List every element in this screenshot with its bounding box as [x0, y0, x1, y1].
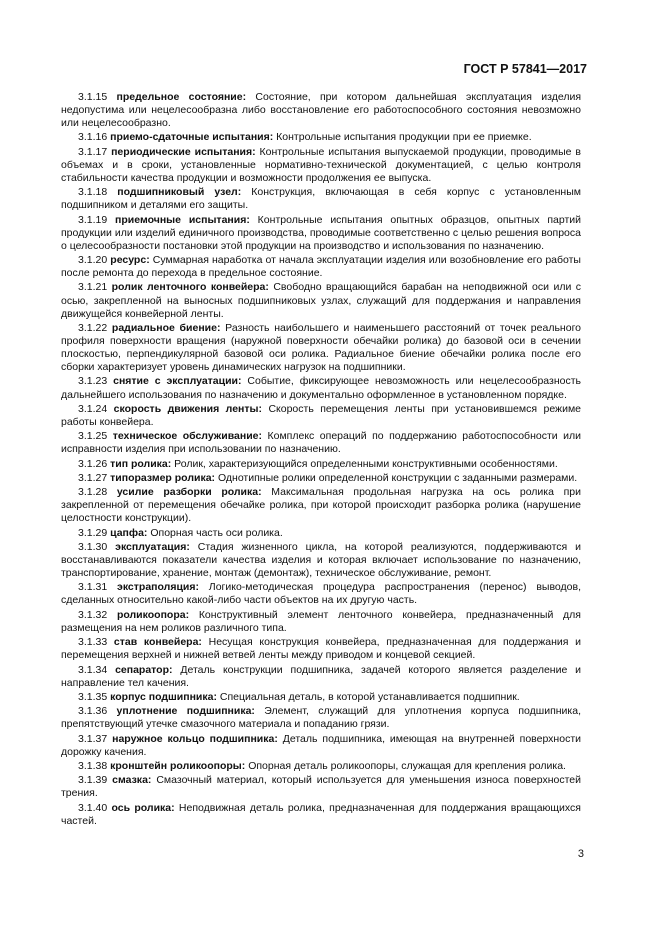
definition-number: 3.1.21	[78, 281, 108, 294]
definition-term: подшипниковый узел:	[117, 186, 242, 199]
definition-item	[61, 609, 581, 635]
definition-term: сепаратор:	[115, 663, 173, 676]
definition-number: 3.1.35	[78, 690, 108, 703]
definition-text: Ролик, характеризующийся определенными конструктивными особенностями.	[171, 457, 558, 470]
definition-text: Контрольные испытания опытных образцов, опытных партий продукции или изделий единичного производства, проводимые соответственно с целью решения вопроса о целесообразности постановки этой продукции на производство и использования по назначению.	[61, 213, 581, 252]
definitions-list	[61, 91, 581, 829]
definition-text: Опорная часть оси ролика.	[147, 526, 283, 539]
definition-text: Свободно вращающийся барабан на неподвижной оси или с осью, закрепленной на выносных подшипниковых узлах, служащий для поддержания и направления движущейся конвейерной ленты.	[61, 281, 581, 320]
definition-item	[61, 403, 581, 429]
definition-term: смазка:	[112, 774, 152, 787]
definition-term: приемочные испытания:	[115, 213, 250, 226]
definition-term: снятие с эксплуатации:	[113, 375, 242, 388]
page-number: 3	[577, 848, 584, 860]
definition-item	[61, 705, 581, 731]
definition-item	[61, 760, 581, 773]
definition-text: Логико-методическая процедура распространения (перенос) выводов, сделанных относительно какой-либо части объектов на их другую часть.	[61, 581, 581, 607]
definition-number: 3.1.37	[78, 732, 108, 745]
definition-item	[61, 636, 581, 662]
definition-number: 3.1.23	[78, 375, 108, 388]
definition-term: эксплуатация:	[115, 540, 190, 553]
definition-term: приемо-сдаточные испытания:	[110, 131, 274, 144]
definition-item	[61, 527, 581, 540]
definition-number: 3.1.29	[78, 526, 108, 539]
definition-term: усилие разборки ролика:	[116, 486, 262, 499]
definition-text: Конструктивный элемент ленточного конвейера, предназначенный для размещения на нем роликов различного типа.	[61, 608, 581, 634]
definition-item	[61, 581, 581, 607]
definition-term: ролик ленточного конвейера:	[111, 281, 269, 294]
document-header: ГОСТ Р 57841—2017	[463, 62, 587, 76]
definition-item	[61, 486, 581, 525]
definition-number: 3.1.24	[78, 402, 108, 415]
definition-text: Разность наибольшего и наименьшего расстояний от точек реального профиля поверхности вращения (наружной поверхности обечайки ролика) до базовой оси в сечении плоскостью, перпендикулярной базовой оси ролика. Радиальное биение обечайки ролика после его сборки характеризует уровень динамических нагрузок на подшипники.	[61, 321, 582, 374]
definition-text: Контрольные испытания выпускаемой продукции, проводимые в объемах и в сроки, установленные нормативно-технической документацией, с целью контроля стабильности качества продукции и возможности продолжения ее выпуска.	[61, 145, 581, 184]
definition-item	[61, 131, 581, 144]
definition-term: типоразмер ролика:	[110, 471, 216, 484]
definition-item	[61, 146, 581, 185]
definition-number: 3.1.31	[78, 581, 108, 594]
definition-number: 3.1.36	[78, 705, 108, 718]
definition-term: цапфа:	[110, 526, 148, 539]
definition-item	[61, 664, 581, 690]
definition-item	[61, 254, 581, 280]
definition-item	[61, 281, 581, 320]
definition-text: Событие, фиксирующее невозможность или нецелесообразность дальнейшего использования по назначению и документально оформленное в установленном порядке.	[61, 375, 581, 401]
definition-text: Несущая конструкция конвейера, предназначенная для поддержания и перемещения верхней и нижней ветвей ленты между приводом и концевой секцией.	[61, 636, 581, 662]
definition-number: 3.1.22	[78, 321, 108, 334]
definition-text: Стадия жизненного цикла, на которой реализуются, поддерживаются и восстанавливаются показатели качества изделия и которая включает использование по назначению, транспортирование, хранение, монтаж (демонтаж), техническое обслуживание, ремонт.	[61, 540, 581, 580]
definition-number: 3.1.16	[78, 131, 108, 144]
definition-text: Комплекс операций по поддержанию работоспособности или исправности изделия при использовании по назначению.	[61, 430, 581, 456]
definition-term: предельное состояние:	[116, 91, 247, 103]
definition-text: Неподвижная деталь ролика, предназначенная для поддержания вращающихся частей.	[61, 801, 581, 827]
definition-text: Контрольные испытания продукции при ее приемке.	[273, 131, 532, 144]
definition-item	[61, 691, 581, 704]
definition-item	[61, 91, 581, 130]
definition-item	[61, 774, 581, 800]
definition-number: 3.1.32	[78, 608, 108, 621]
definition-number: 3.1.38	[78, 759, 108, 772]
definition-number: 3.1.28	[78, 486, 108, 499]
definition-text: Специальная деталь, в которой устанавливается подшипник.	[216, 690, 520, 703]
definition-number: 3.1.17	[78, 145, 108, 158]
definition-term: кронштейн роликоопоры:	[110, 759, 246, 772]
definition-number: 3.1.19	[78, 213, 108, 226]
definition-term: радиальное биение:	[111, 321, 221, 334]
definition-term: скорость движения ленты:	[113, 402, 263, 415]
definition-term: уплотнение подшипника:	[116, 705, 255, 718]
definition-number: 3.1.15	[78, 91, 108, 103]
definition-term: экстраполяция:	[117, 581, 199, 594]
definition-term: став конвейера:	[113, 636, 202, 649]
definition-text: Элемент, служащий для уплотнения корпуса подшипника, препятствующий утечке смазочного материала и попаданию грязи.	[61, 705, 581, 731]
definition-text: Максимальная продольная нагрузка на ось ролика при закрепленной от перемещения обечайке ролика, при которой происходит разборка ролика (нарушение целостности конструкции).	[61, 486, 581, 525]
definition-item	[61, 541, 581, 580]
definition-item	[61, 322, 581, 374]
definition-text: Скорость перемещения ленты при установившемся режиме работы конвейера.	[61, 402, 582, 428]
definition-number: 3.1.33	[78, 636, 108, 649]
definition-term: корпус подшипника:	[110, 690, 217, 703]
definition-number: 3.1.20	[78, 254, 108, 267]
definition-text: Опорная деталь роликоопоры, служащая для крепления ролика.	[245, 759, 566, 772]
definition-text: Однотипные ролики определенной конструкции с заданными размерами.	[215, 471, 578, 484]
definition-term: техническое обслуживание:	[112, 430, 262, 443]
definition-item	[61, 430, 581, 456]
definition-number: 3.1.25	[78, 430, 108, 443]
definition-item	[61, 802, 581, 828]
definition-term: ресурс:	[110, 254, 150, 267]
definition-item	[61, 472, 581, 485]
definition-number: 3.1.39	[78, 774, 108, 787]
definition-number: 3.1.40	[78, 801, 108, 814]
definition-text: Состояние, при котором дальнейшая эксплуатация изделия недопустима или нецелесообразна либо восстановление его работоспособного состояния невозможно или нецелесообразно.	[61, 91, 582, 130]
definition-term: тип ролика:	[110, 457, 172, 470]
definition-text: Суммарная наработка от начала эксплуатации изделия или возобновление его работы после ремонта до перехода в предельное состояние.	[61, 254, 581, 280]
definition-number: 3.1.26	[78, 457, 108, 470]
definition-term: периодические испытания:	[111, 145, 256, 158]
definition-number: 3.1.34	[78, 663, 108, 676]
definition-text: Деталь подшипника, имеющая на внутренней поверхности дорожку качения.	[61, 732, 581, 758]
definition-text: Конструкция, включающая в себя корпус с установленным подшипником и деталями его защиты.	[61, 186, 581, 212]
definition-term: роликоопора:	[116, 608, 190, 621]
definition-item	[61, 214, 581, 253]
definition-item	[61, 458, 581, 471]
definition-item	[61, 733, 581, 759]
definition-text: Деталь конструкции подшипника, задачей которого является разделение и направление тел качения.	[61, 663, 582, 689]
definition-term: ось ролика:	[111, 801, 175, 814]
definition-item	[61, 375, 581, 401]
definition-item	[61, 186, 581, 212]
definition-text: Смазочный материал, который используется для уменьшения износа поверхностей трения.	[61, 774, 581, 800]
definition-number: 3.1.27	[78, 471, 108, 484]
definition-number: 3.1.18	[78, 186, 108, 199]
definition-term: наружное кольцо подшипника:	[112, 732, 278, 745]
definition-number: 3.1.30	[78, 540, 108, 553]
